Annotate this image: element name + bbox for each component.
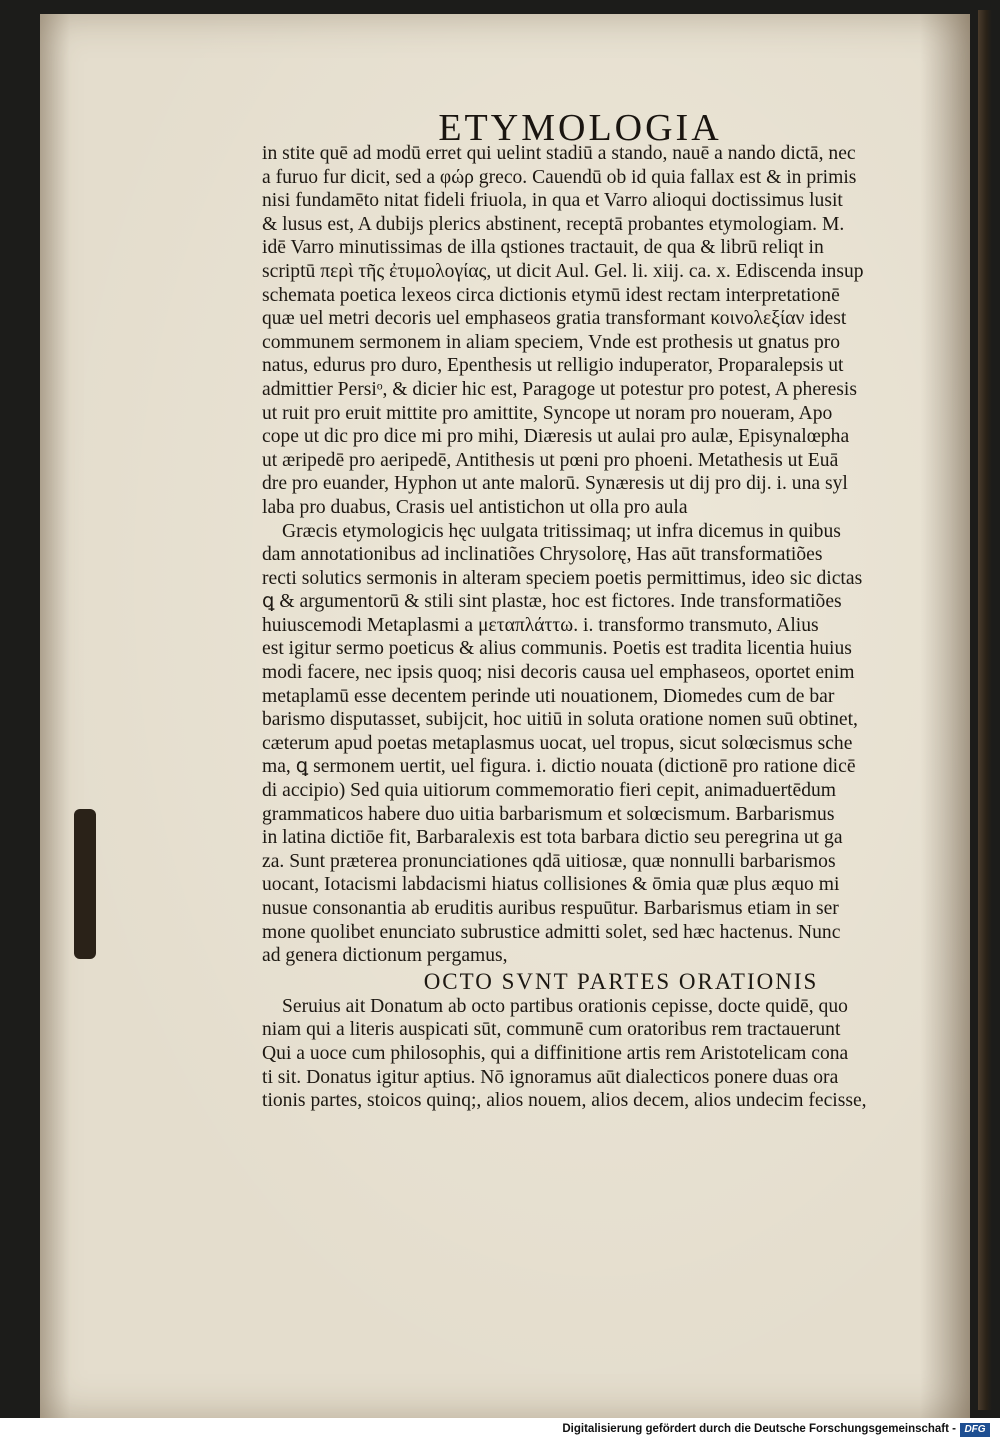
text-line: ut ruit pro eruit mittite pro amittite, Syncope ut noram pro noueram, Apo <box>262 402 833 424</box>
text-line: a furuo fur dicit, sed a φώρ greco. Cauendū ob id quia fallax est & in primis <box>262 166 857 188</box>
digitization-footer <box>0 1418 1000 1443</box>
text-line: ꝗ & argumentorū & stili sint plastæ, hoc est fictores. Inde transformatiões <box>262 591 842 613</box>
text-line: cæterum apud poetas metaplasmus uocat, uel tropus, sicut solœcismus sche <box>262 732 853 754</box>
text-line: dre pro euander, Hyphon ut ante malorū. Synæresis ut dij pro dij. i. una syl <box>262 473 848 495</box>
text-line: communem sermonem in aliam speciem, Vnde est prothesis ut gnatus pro <box>262 331 841 353</box>
text-line: metaplamū esse decentem perinde uti nouationem, Diomedes cum de bar <box>262 685 835 707</box>
page-edge-stain <box>74 809 96 959</box>
text-line: grammaticos habere duo uitia barbarismum et solœcismum. Barbarismus <box>262 803 835 825</box>
text-line: modi facere, nec ipsis quoq; nisi decoris causa uel emphaseos, oportet enim <box>262 662 855 684</box>
text-line: barismo disputasset, subijcit, hoc uitiū in soluta oratione nomen suū obtinet, <box>262 709 858 731</box>
text-line: ad genera dictionum pergamus, <box>262 945 508 967</box>
text-line: huiuscemodi Metaplasmi a μεταπλάττω. i. transformo transmuto, Alius <box>262 614 819 636</box>
text-line: laba pro duabus, Crasis uel antistichon ut olla pro aula <box>262 496 688 518</box>
text-line: Qui a uoce cum philosophis, qui a diffinitione artis rem Aristotelicam cona <box>262 1042 849 1064</box>
text-line: ut æripedē pro aeripedē, Antithesis ut pœni pro phoeni. Metathesis ut Euā <box>262 449 839 471</box>
text-line: za. Sunt præterea pronunciationes qdā uitiosæ, quæ nonnulli barbarismos <box>262 850 836 872</box>
section-heading: OCTO SVNT PARTES ORATIONIS <box>423 968 819 994</box>
text-line: est igitur sermo poeticus & alius communis. Poetis est tradita licentia huius <box>262 638 852 660</box>
paragraph-first-line: Seruius ait Donatum ab octo partibus orationis cepisse, docte quidē, quo <box>282 995 848 1017</box>
text-line: idē Varro minutissimas de illa qstiones tractauit, de qua & librū reliqt in <box>262 237 824 259</box>
text-line: in stite quē ad modū erret qui uelint stadiū a stando, nauē a nando dictā, nec <box>262 143 856 164</box>
body-text <box>262 142 980 1113</box>
text-line: quæ uel metri decoris uel emphaseos gratia transformant κοινολεξίαν idest <box>262 308 847 330</box>
text-line: cope ut dic pro dice mi pro mihi, Diæresis ut aulai pro aulæ, Episynalœpha <box>262 426 850 448</box>
dfg-logo: DFG <box>960 1423 990 1437</box>
text-line: & lusus est, A dubijs plerics abstinent, receptā probantes etymologiam. M. <box>262 213 845 235</box>
text-line: scriptū περὶ τῆς ἐτυμολογίας, ut dicit Aul. Gel. li. xiij. ca. x. Ediscenda insup <box>262 260 864 282</box>
book-page <box>40 14 970 1418</box>
funding-credit: Digitalisierung gefördert durch die Deutsche Forschungsgemeinschaft - <box>562 1423 956 1435</box>
text-line: nusue consonantia ab eruditis auribus respuūtur. Barbarismus etiam in ser <box>262 898 839 919</box>
paragraph-first-line: Græcis etymologicis hęc uulgata tritissimaq; ut infra dicemus in quibus <box>282 520 841 542</box>
text-line: mone quolibet enunciato subrustice admitti solet, sed hæc hactenus. Nunc <box>262 921 841 943</box>
text-line: in latina dictiōe fit, Barbaralexis est tota barbara dictio seu peregrina ut ga <box>262 827 843 849</box>
text-line: niam qui a literis auspicati sūt, communē cum oratoribus rem tractauerunt <box>262 1019 841 1041</box>
running-title: ETYMOLOGIA <box>438 107 722 149</box>
text-line: recti solutics sermonis in alteram speciem poetis permittimus, ideo sic dictas <box>262 567 863 589</box>
text-line: uocant, Iotacismi labdacismi hiatus collisiones & ōmia quæ plus æquo mi <box>262 874 840 896</box>
text-line: schemata poetica lexeos circa dictionis etymū idest rectam interpretationē <box>262 284 840 306</box>
text-line: di accipio) Sed quia uitiorum commemoratio fieri cepit, animaduertēdum <box>262 780 837 802</box>
text-line: nisi fundamēto nitat fideli friuola, in qua et Varro alioqui doctissimus lusit <box>262 190 843 212</box>
text-line: tionis partes, stoicos quinq;, alios nouem, alios decem, alios undecim fecisse, <box>262 1090 867 1112</box>
text-line: ti sit. Donatus igitur aptius. Nō ignoramus aūt dialecticos ponere duas ora <box>262 1066 839 1088</box>
text-line: natus, edurus pro duro, Epenthesis ut relligio induperator, Proparalepsis ut <box>262 355 844 377</box>
book-edge <box>978 10 992 1410</box>
text-line: admittier Persiᵒ, & dicier hic est, Paragoge ut potestur pro potest, A pheresis <box>262 378 857 400</box>
text-line: ma, ꝗ sermonem uertit, uel figura. i. dictio nouata (dictionē pro ratione dicē <box>262 756 856 778</box>
text-line: dam annotationibus ad inclinatiões Chrysolorę, Has aūt transformatiões <box>262 544 823 566</box>
